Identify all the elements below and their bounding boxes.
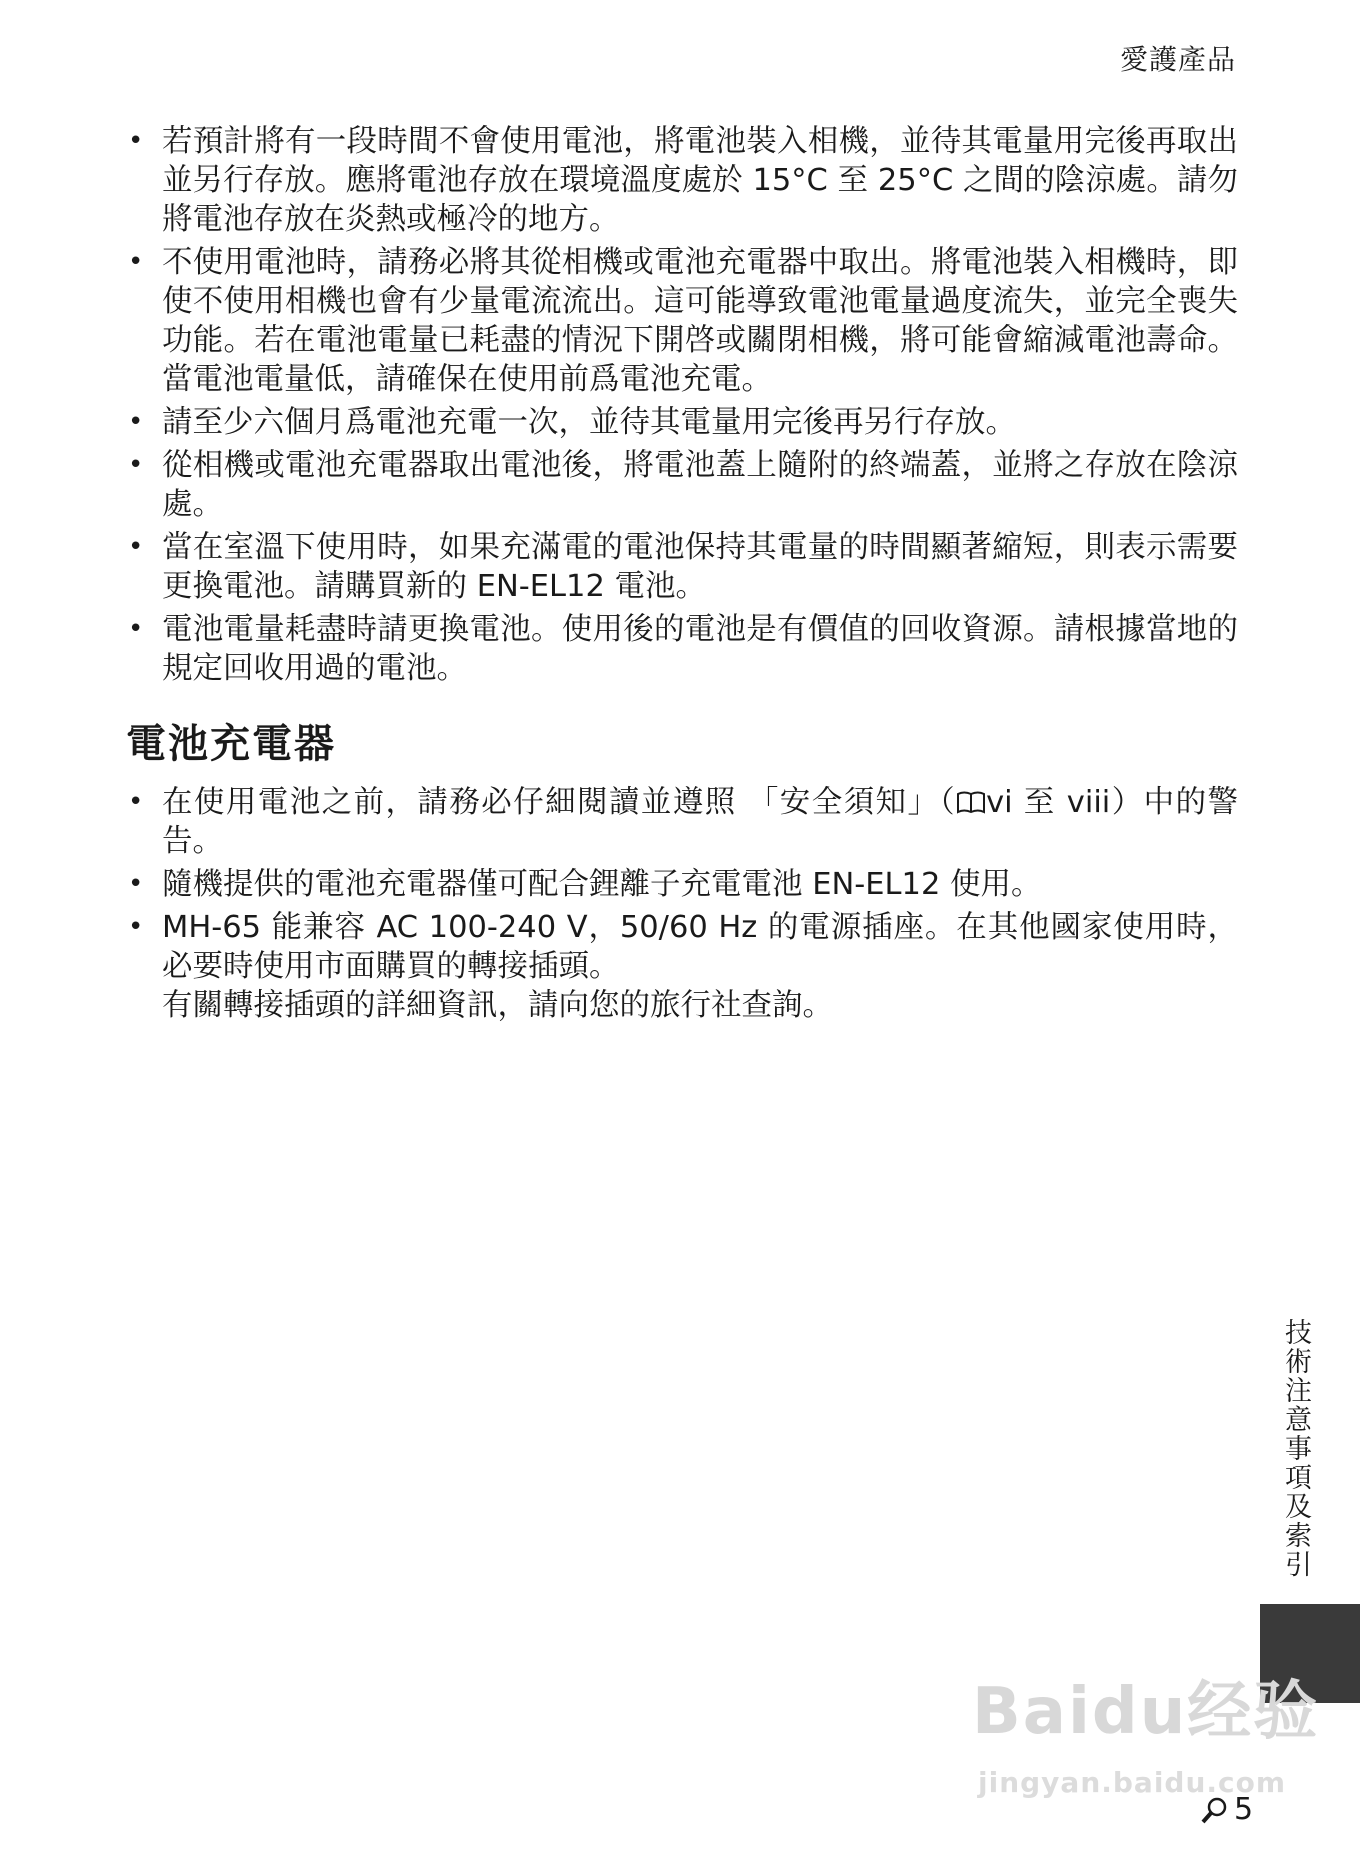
side-tab-label: 技術注意事項及索引 <box>1280 1318 1311 1579</box>
list-item: • 電池電量耗盡時請更換電池。使用後的電池是有價值的回收資源。請根據當地的規定回收用過的電池。 <box>126 610 1238 688</box>
charger-item-text: 有關轉接插頭的詳細資訊，請向您的旅行社查詢。 <box>162 988 833 1023</box>
charger-item-text: MH-65 能兼容 AC 100-240 V，50/60 Hz 的電源插座。在其他國家使用時，必要時使用市面購買的轉接插頭。 <box>162 910 1238 984</box>
main-content <box>126 122 1238 1029</box>
list-item: • 從相機或電池充電器取出電池後，將電池蓋上隨附的終端蓋，並將之存放在陰涼處。 <box>126 446 1238 524</box>
charger-list <box>126 783 1238 1025</box>
list-item: • 隨機提供的電池充電器僅可配合鋰離子充電電池 EN-EL12 使用。 <box>126 865 1238 904</box>
page-number <box>1200 1792 1253 1827</box>
page-header-title: 愛護產品 <box>1119 43 1236 76</box>
list-item: • 請至少六個月爲電池充電一次，並待其電量用完後再另行存放。 <box>126 403 1238 442</box>
section-heading-charger: 電池充電器 <box>126 721 336 767</box>
charger-item-text-after: vi 至 viii）中的警告。 <box>162 785 1238 859</box>
list-item: • 當在室溫下使用時，如果充滿電的電池保持其電量的時間顯著縮短，則表示需要更換電池。請購買新的 EN-EL12 電池。 <box>126 528 1238 606</box>
charger-item-text-before: 在使用電池之前，請務必仔細閱讀並遵照 「安全須知」（ <box>162 785 957 820</box>
page-number-text: 5 <box>1234 1792 1254 1827</box>
book-reference-icon <box>956 791 986 815</box>
watermark-brand: Baidu经验 <box>972 1675 1320 1749</box>
list-item <box>126 783 1238 861</box>
list-item <box>126 908 1238 1025</box>
watermark-url: jingyan.baidu.com <box>978 1766 1287 1799</box>
magnifier-page-icon <box>1200 1795 1230 1825</box>
battery-care-list <box>126 122 1238 688</box>
list-item: • 不使用電池時，請務必將其從相機或電池充電器中取出。將電池裝入相機時，即使不使用相機也會有少量電流流出。這可能導致電池電量過度流失，並完全喪失功能。若在電池電量已耗盡的情況下開啓或關閉相機，將可能會縮減電池壽命。當電池電量低，請確保在使用前爲電池充電。 <box>126 243 1238 399</box>
list-item: • 若預計將有一段時間不會使用電池，將電池裝入相機，並待其電量用完後再取出並另行存放。應將電池存放在環境溫度處於 15°C 至 25°C 之間的陰涼處。請勿將電池存放在炎熱或極冷的地方。 <box>126 122 1238 239</box>
